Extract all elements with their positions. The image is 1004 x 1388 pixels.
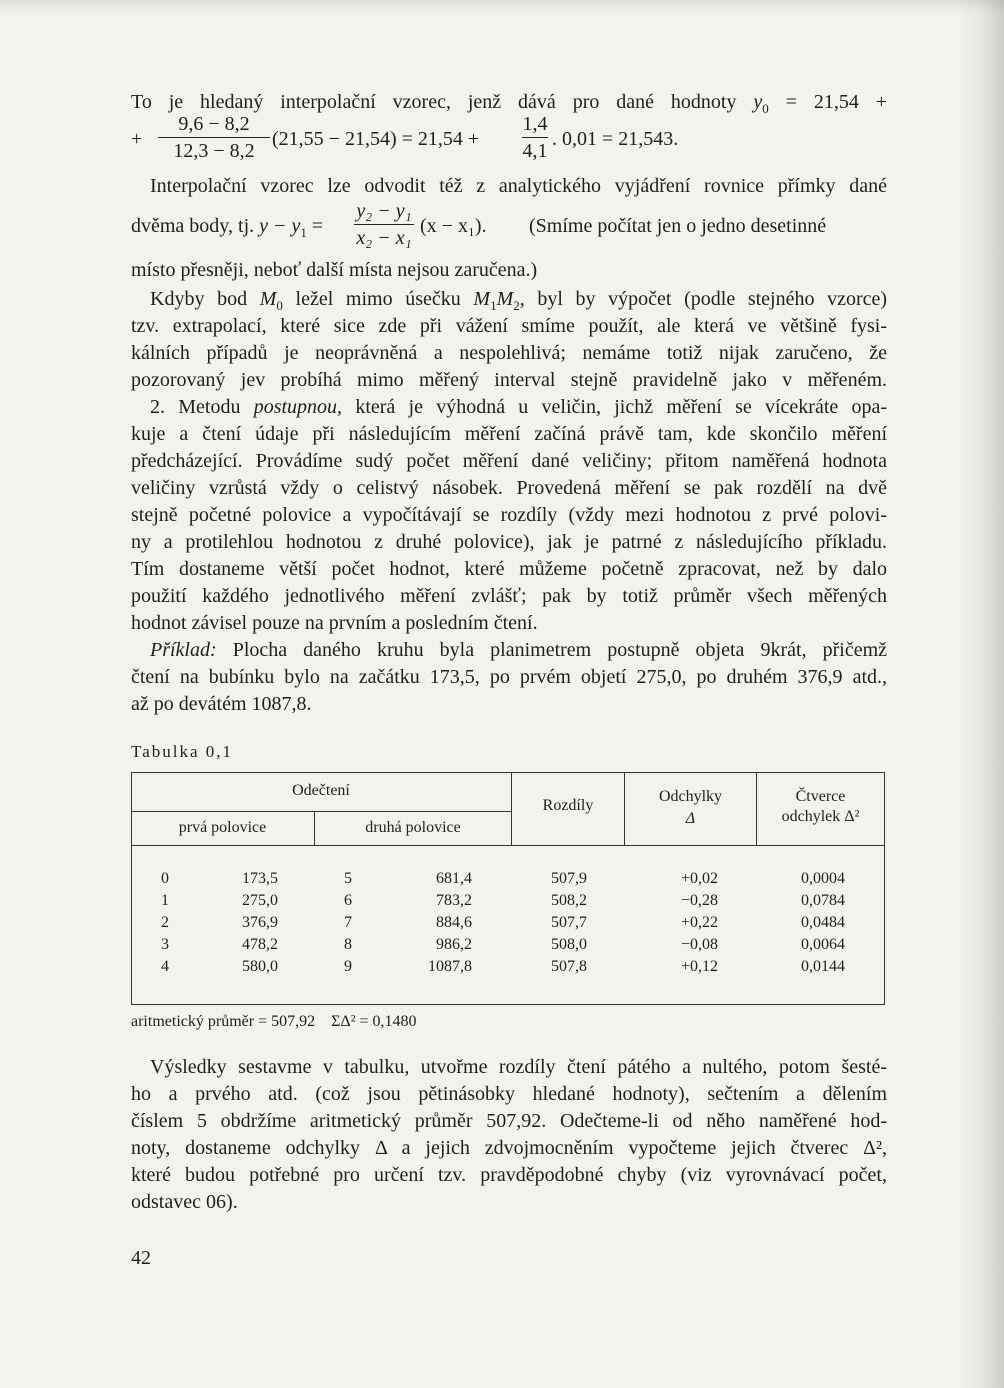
text-line-3: Interpolační vzorec lze odvodit též z analytického vyjádření rovnice přímky dané: [150, 175, 887, 197]
text-line-4-start: dvěma body, tj. $y - y_1$ =: [131, 215, 324, 240]
cell-ctverec: 0,0004: [801, 870, 845, 887]
cell-rozdil: 508,0: [551, 936, 587, 953]
text-line-5: místo přesněji, neboť další místa nejsou zaručena.): [131, 259, 538, 281]
header-prva-polovice: prvá polovice: [178, 819, 267, 836]
p5-line-5: které budou potřebné pro určení tzv. pravděpodobné chyby (viz vyrovnávací počet,: [131, 1164, 887, 1186]
cell-value-2: 681,4: [436, 870, 472, 887]
cell-index-1: 2: [161, 914, 169, 931]
header-odchylky-symbol: Δ: [685, 810, 696, 827]
text-line-4-paren: (x − x₁).: [420, 215, 487, 237]
p2-line-4: pozorovaný jev probíhá mimo měřený interval stejně pravidelně jako v měřeném.: [131, 369, 887, 391]
cell-rozdil: 507,7: [551, 914, 587, 931]
cell-rozdil: 508,2: [551, 892, 587, 909]
cell-index-1: 0: [161, 870, 169, 887]
table-subheader-rule: [131, 811, 511, 812]
cell-value-1: 478,2: [242, 936, 278, 953]
p5-line-1: Výsledky sestavme v tabulku, utvořme rozdíly čtení pátého a nultého, potom šesté-: [150, 1056, 887, 1078]
cell-value-1: 376,9: [242, 914, 278, 931]
eq1-middle: (21,55 − 21,54) = 21,54 +: [272, 128, 480, 150]
header-druha-polovice: druhá polovice: [365, 819, 461, 836]
cell-odchylka: +0,12: [680, 958, 718, 975]
p3-line-1: 2. Metodu postupnou, která je výhodná u veličin, jichž měření se vícekráte opa-: [150, 396, 888, 418]
cell-index-2: 6: [344, 892, 352, 909]
p3-line-4: veličiny vzrůstá vždy o celistvý násobek. Provedená měření se pak rozdělí na dvě: [131, 477, 887, 499]
cell-index-1: 1: [161, 892, 169, 909]
text-line-4-end: (Smíme počítat jen o jedno desetinné: [529, 215, 827, 237]
header-odecteni: Odečtení: [292, 782, 350, 799]
cell-odchylka: −0,28: [680, 892, 718, 909]
p4-line-2: čtení na bubínku bylo na začátku 173,5, po prvém objetí 275,0, po druhém 376,9 atd.,: [131, 666, 887, 688]
eq1-fraction-1: $\frac{9,6 - 8,2}{12,3 - 8,2}$: [158, 114, 270, 161]
cell-value-2: 783,2: [436, 892, 472, 909]
cell-odchylka: +0,02: [680, 870, 718, 887]
cell-index-2: 5: [344, 870, 352, 887]
eq1-fraction-2: $\frac{1,4}{4,1}$: [522, 113, 548, 162]
cell-index-2: 8: [344, 936, 352, 953]
p5-line-6: odstavec 06).: [131, 1191, 238, 1213]
p2-line-3: kálních případů je neoprávněná a nespolehlivá; nemáme totiž nijak zaručeno, že: [131, 342, 887, 364]
cell-index-1: 3: [161, 936, 169, 953]
p5-line-3: číslem 5 obdržíme aritmetický průměr 507,92. Odečteme-li od něho naměřené hod-: [131, 1110, 887, 1132]
eq1-end: . 0,01 = 21,543.: [552, 128, 679, 150]
cell-ctverec: 0,0784: [801, 892, 845, 909]
table-bottom-rule: [131, 1004, 885, 1005]
cell-value-1: 580,0: [242, 958, 278, 975]
cell-ctverec: 0,0144: [801, 958, 845, 975]
cell-value-1: 173,5: [242, 870, 278, 887]
p3-line-2: kuje a čtení údaje při následujícím měření začíná právě tam, kde skončilo měření: [131, 423, 887, 445]
page-number: 42: [131, 1247, 151, 1269]
p4-line-3: až po devátém 1087,8.: [131, 693, 312, 715]
table-header-rule: [131, 845, 885, 846]
p3-line-9: hodnot závisel pouze na prvním a posledním čtení.: [131, 612, 538, 634]
cell-value-1: 275,0: [242, 892, 278, 909]
p2-line-2: tzv. extrapolací, které sice zde při vážení smíme použít, ale která ve většině fysi-: [131, 315, 887, 337]
table-left-rule: [131, 772, 132, 1005]
header-ctverce: Čtverce: [795, 788, 846, 805]
table-col-divider-2: [624, 772, 625, 845]
cell-value-2: 986,2: [436, 936, 472, 953]
cell-index-2: 7: [344, 914, 352, 931]
table-right-rule: [884, 772, 885, 1005]
header-ctverce-odchylek: odchylek Δ²: [781, 808, 860, 825]
p4-line-1: Příklad: Plocha daného kruhu byla planimetrem postupně objeta 9krát, přičemž: [150, 639, 888, 661]
cell-index-1: 4: [161, 958, 169, 975]
p5-line-4: noty, dostaneme odchylky Δ a jejich zdvojmocněním vypočteme jejich čtverec Δ²,: [131, 1137, 887, 1159]
cell-rozdil: 507,9: [551, 870, 587, 887]
p3-line-6: ny a protilehlou hodnotou z druhé polovice), jak je patrné z následujícího příkladu.: [131, 531, 887, 553]
p2-line-1: Kdyby bod $M_0$ ležel mimo úsečku $M_1M_2$, byl by výpočet (podle stejného vzorce): [150, 288, 888, 313]
line-4-fraction: $\frac{\text{y₂ − y₁}}{\text{x₂ − x₁}}$: [354, 201, 414, 248]
cell-ctverec: 0,0064: [801, 936, 845, 953]
p5-line-2: ho a prvého atd. (což jsou pětinásobky hledané hodnoty), sečtením a dělením: [131, 1083, 887, 1105]
cell-value-2: 1087,8: [428, 958, 472, 975]
header-rozdily: Rozdíly: [542, 797, 594, 814]
text-line-1: To je hledaný interpolační vzorec, jenž dává pro dané hodnoty $y_0 = 21,54$ +: [131, 91, 888, 116]
table-caption: Tabulka 0,1: [131, 742, 234, 761]
p3-line-5: stejně početné polovice a vypočítávají se rozdíly (vždy mezi hodnotou z prvé polovi-: [131, 504, 887, 526]
p3-line-8: použití každého jednotlivého měření zvlášť; pak by totiž průměr všech měřených: [131, 585, 887, 607]
header-odchylky: Odchylky: [658, 788, 723, 805]
p3-line-3: předcházející. Provádíme sudý počet měření dané veličiny; přitom naměřená hodnota: [131, 450, 887, 472]
cell-value-2: 884,6: [436, 914, 472, 931]
page-binding-shadow: [958, 0, 1004, 1388]
p3-line-7: Tím dostaneme větší počet hodnot, které můžeme početně zpracovat, než by dalo: [131, 558, 887, 580]
cell-odchylka: −0,08: [680, 936, 718, 953]
cell-ctverec: 0,0484: [801, 914, 845, 931]
cell-index-2: 9: [344, 958, 352, 975]
eq1-plus: +: [131, 128, 143, 150]
page-top-shadow: [0, 0, 1004, 14]
table-top-rule: [131, 772, 885, 773]
table-footer: aritmetický průměr = 507,92 ΣΔ² = 0,1480: [131, 1013, 417, 1030]
cell-rozdil: 507,8: [551, 958, 587, 975]
cell-odchylka: +0,22: [680, 914, 718, 931]
